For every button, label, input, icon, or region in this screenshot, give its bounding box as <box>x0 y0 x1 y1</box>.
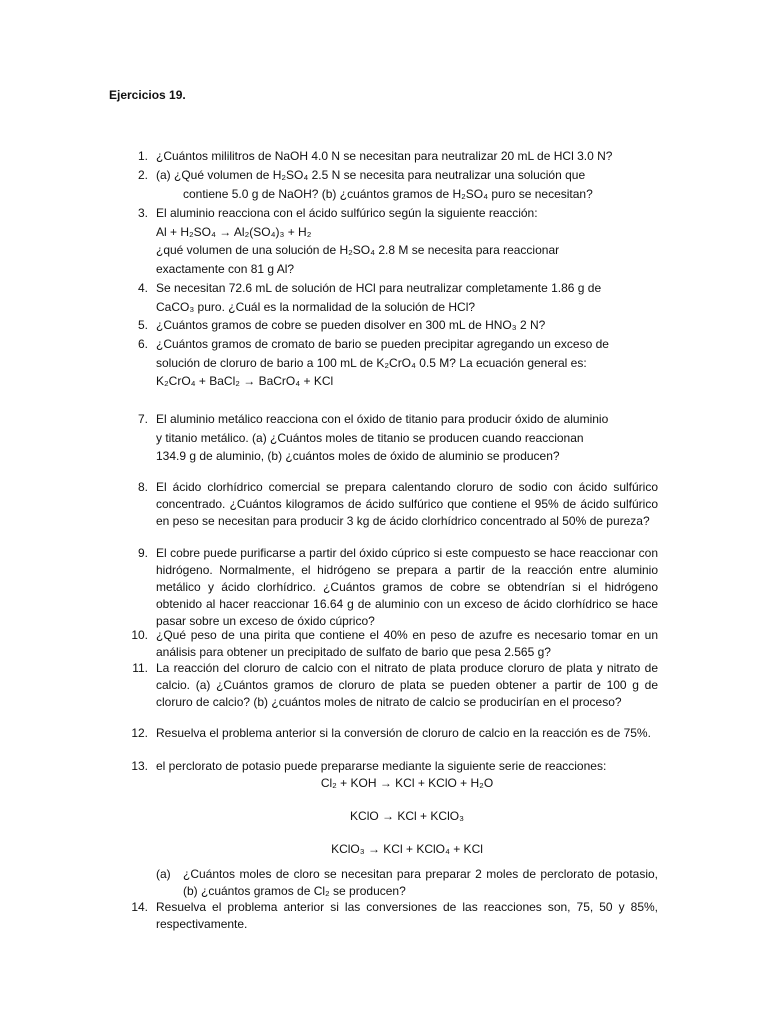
exercise-text: exactamente con 81 g Al? <box>156 261 295 276</box>
exercise-text: El ácido clorhídrico comercial se prepara calentando cloruro de sodio con ácido sulfúrico concentrado. ¿Cuántos kilogramos de ácido sulfúrico que contiene el 95% de ácido sulfúrico en peso se necesitan para producir 3 kg de ácido clorhídrico concentrado al 50% de pureza? <box>156 480 658 528</box>
exercise-14 <box>110 899 658 933</box>
exercise-number: 11. <box>132 661 148 675</box>
exercise-number: 12. <box>131 726 148 740</box>
reaction-equation-1: Cl₂ + KOH → KCl + KClO + H₂O <box>320 776 494 790</box>
exercise-number: 4. <box>137 281 148 295</box>
sub-part-label: (a) <box>156 867 171 881</box>
exercise-4 <box>110 279 658 316</box>
exercise-text: El aluminio metálico reacciona con el óxido de titanio para producir óxido de aluminio <box>156 412 609 426</box>
exercise-12 <box>110 725 658 742</box>
exercise-text: solución de cloruro de bario a 100 mL de K₂CrO₄ 0.5 M? La ecuación general es: <box>156 355 587 370</box>
exercise-5 <box>110 316 658 335</box>
exercise-13 <box>110 758 658 858</box>
exercise-8 <box>110 479 658 530</box>
exercise-text: La reacción del cloruro de calcio con el nitrato de plata produce cloruro de plata y nitrato de calcio. (a) ¿Cuántos gramos de cloruro de plata se pueden obtener a partir de 100 g de cloruro de calcio? (b) ¿cuántos moles de nitrato de calcio se producirían en el proceso? <box>156 661 658 709</box>
exercise-text: (a) ¿Qué volumen de H₂SO₄ 2.5 N se necesita para neutralizar una solución que <box>156 168 586 182</box>
exercise-text: Se necesitan 72.6 mL de solución de HCl para neutralizar completamente 1.86 g de <box>156 281 602 295</box>
exercise-number: 8. <box>137 480 148 494</box>
exercise-number: 14. <box>131 900 148 914</box>
exercise-number: 7. <box>137 412 148 426</box>
reaction-equation: K₂CrO₄ + BaCl₂ → BaCrO₄ + KCl <box>156 374 334 388</box>
exercise-7 <box>110 410 658 466</box>
reaction-equation-3: KClO₃ → KCl + KClO₄ + KCl <box>331 842 483 856</box>
exercise-text: ¿qué volumen de una solución de H₂SO₄ 2.8 M se necesita para reaccionar <box>156 243 560 257</box>
exercise-number: 3. <box>137 206 148 220</box>
exercise-text: y titanio metálico. (a) ¿Cuántos moles de titanio se producen cuando reaccionan <box>156 430 584 445</box>
exercise-number: 1. <box>137 149 148 163</box>
exercise-number: 5. <box>137 318 148 332</box>
exercise-text: Resuelva el problema anterior si las conversiones de las reacciones son, 75, 50 y 85%, respectivamente. <box>156 900 658 931</box>
document-title: Ejercicios 19. <box>109 88 186 102</box>
exercise-11 <box>110 660 658 711</box>
exercise-2 <box>110 166 658 203</box>
exercise-text: CaCO₃ puro. ¿Cuál es la normalidad de la solución de HCl? <box>156 299 476 314</box>
exercise-9 <box>110 545 658 630</box>
exercise-text: Resuelva el problema anterior si la conversión de cloruro de calcio en la reacción es de 75%. <box>156 726 651 740</box>
exercise-number: 6. <box>137 337 148 351</box>
exercise-text: El aluminio reacciona con el ácido sulfúrico según la siguiente reacción: <box>156 206 538 220</box>
reaction-equation: Al + H₂SO₄ → Al₂(SO₄)₃ + H₂ <box>156 224 312 239</box>
exercise-6 <box>110 335 658 391</box>
exercise-text: ¿Cuántos mililitros de NaOH 4.0 N se necesitan para neutralizar 20 mL de HCl 3.0 N? <box>156 149 613 163</box>
exercise-3 <box>110 204 658 278</box>
exercise-number: 13. <box>131 759 148 773</box>
exercise-number: 10. <box>131 628 148 642</box>
exercise-text: 134.9 g de aluminio, (b) ¿cuántos moles de óxido de aluminio se producen? <box>156 449 560 463</box>
exercise-number: 9. <box>137 546 148 560</box>
exercise-text: ¿Cuántos gramos de cobre se pueden disolver en 300 mL de HNO₃ 2 N? <box>156 318 546 332</box>
exercise-1 <box>110 147 658 166</box>
exercise-text: ¿Qué peso de una pirita que contiene el 40% en peso de azufre es necesario tomar en un análisis para obtener un precipitado de sulfato de bario que pesa 2.565 g? <box>156 628 658 659</box>
exercise-text: contiene 5.0 g de NaOH? (b) ¿cuántos gramos de H₂SO₄ puro se necesitan? <box>183 186 593 201</box>
exercise-text: el perclorato de potasio puede prepararse mediante la siguiente serie de reacciones: <box>156 759 607 773</box>
exercise-number: 2. <box>137 168 148 182</box>
exercise-10 <box>110 627 658 661</box>
reaction-equation-2: KClO → KCl + KClO₃ <box>350 809 464 823</box>
exercise-text: El cobre puede purificarse a partir del óxido cúprico si este compuesto se hace reaccionar con hidrógeno. Normalmente, el hidrógeno se prepara a partir de la reacción entre aluminio metálico y ácido clorhídrico. ¿Cuántos gramos de cobre se obtendrían si el hidrógeno obtenido al hacer reaccionar 16.64 g de aluminio con un exceso de ácido clorhídrico se hace pasar sobre un exceso de óxido cúprico? <box>156 546 658 628</box>
exercise-text: ¿Cuántos moles de cloro se necesitan para preparar 2 moles de perclorato de potasio, (b) ¿cuántos gramos de Cl₂ se producen? <box>183 867 658 898</box>
exercise-text: ¿Cuántos gramos de cromato de bario se pueden precipitar agregando un exceso de <box>156 337 609 351</box>
